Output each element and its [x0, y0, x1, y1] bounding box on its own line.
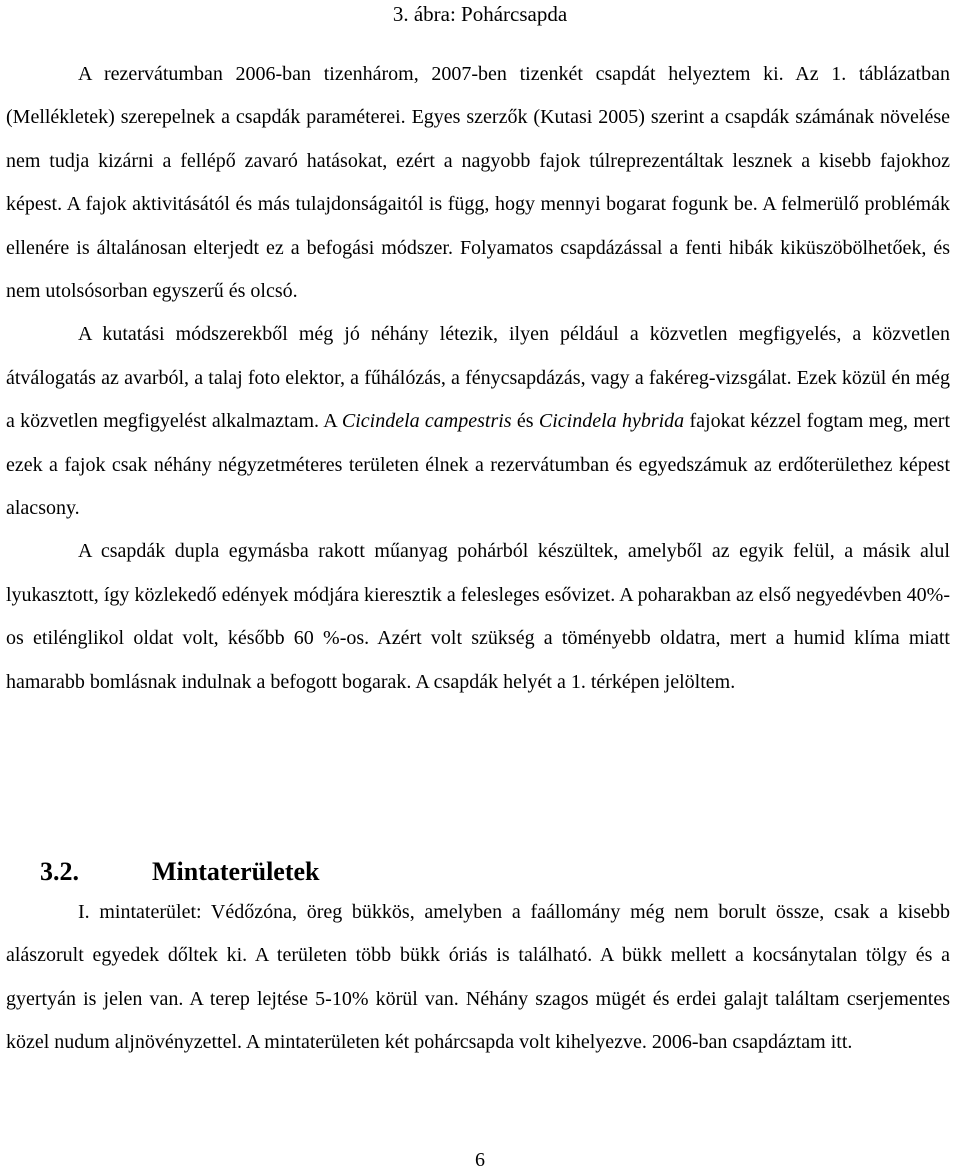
page-number: 6: [475, 1149, 485, 1171]
figure-caption: 3. ábra: Pohárcsapda: [392, 2, 568, 26]
section-heading: [40, 852, 320, 892]
paragraph-trap-placement: A rezervátumban 2006-ban tizenhárom, 2007-ben tizenkét csapdát helyeztem ki. Az 1. táblázatban (Mellékletek) szerepelnek a csapdák paraméterei. Egyes szerzők (Kutasi 2005) szerint a csapdák számának növelése nem tudja kizárni a fellépő zavaró hatásokat, ezért a nagyobb fajok túlreprezentáltak lesznek a kisebb fajokhoz képest. A fajok aktivitásától és más tulajdonságaitól is függ, hogy mennyi bogarat fogunk be. A felmerülő problémák ellenére is általánosan elterjedt ez a befogási módszer. Folyamatos csapdázással a fenti hibák kiküszöbölhetőek, és nem utolsósorban egyszerű és olcsó.: [6, 63, 950, 303]
paragraph-sample-area-1: I. mintaterület: Védőzóna, öreg bükkös, amelyben a faállomány még nem borult össze, csak a kisebb alászorult egyedek dőltek ki. A területen több bükk óriás is található. A bükk mellett a kocsánytalan tölgy és a gyertyán is jelen van. A terep lejtése 5-10% körül van. Néhány szagos mügét és erdei galajt találtam cserjementes közel nudum aljnövényzettel. A mintaterületen két pohárcsapda volt kihelyezve. 2006-ban csapdáztam itt.: [6, 901, 950, 1054]
section-title: Mintaterületek: [152, 857, 320, 886]
body-text-block: [6, 53, 950, 704]
section-text-block: [6, 891, 950, 1065]
paragraph-text: és: [511, 410, 539, 433]
paragraph-other-methods: [6, 313, 950, 530]
paragraph-text: fajokat kézzel fogtam meg, mert ezek a fajok csak néhány négyzetméteres területen élnek a rezervátumban és egyedszámuk az erdőterülethez képest alacsony.: [6, 410, 951, 520]
species-name: Cicindela campestris: [341, 410, 512, 433]
paragraph-trap-construction: A csapdák dupla egymásba rakott műanyag pohárból készültek, amelyből az egyik felül, a másik alul lyukasztott, így közlekedő edények módjára kieresztik a felesleges esővizet. A poharakban az első negyedévben 40%-os etilénglikol oldat volt, később 60 %-os. Azért volt szükség a töményebb oldatra, mert a humid klíma miatt hamarabb bomlásnak indulnak a befogott bogarak. A csapdák helyét a 1. térképen jelöltem.: [6, 540, 950, 693]
section-number: 3.2.: [40, 857, 79, 886]
species-name: Cicindela hybrida: [538, 410, 685, 433]
paragraph-text: A kutatási módszerekből még jó néhány létezik, ilyen például a közvetlen megfigyelés, a közvetlen átválogatás az avarból, a talaj foto elektor, a fűhálózás, a fénycsapdázás, vagy a fakéreg-vizsgálat. Ezek közül én még a közvetlen megfigyelést alkalmaztam. A: [6, 323, 950, 433]
